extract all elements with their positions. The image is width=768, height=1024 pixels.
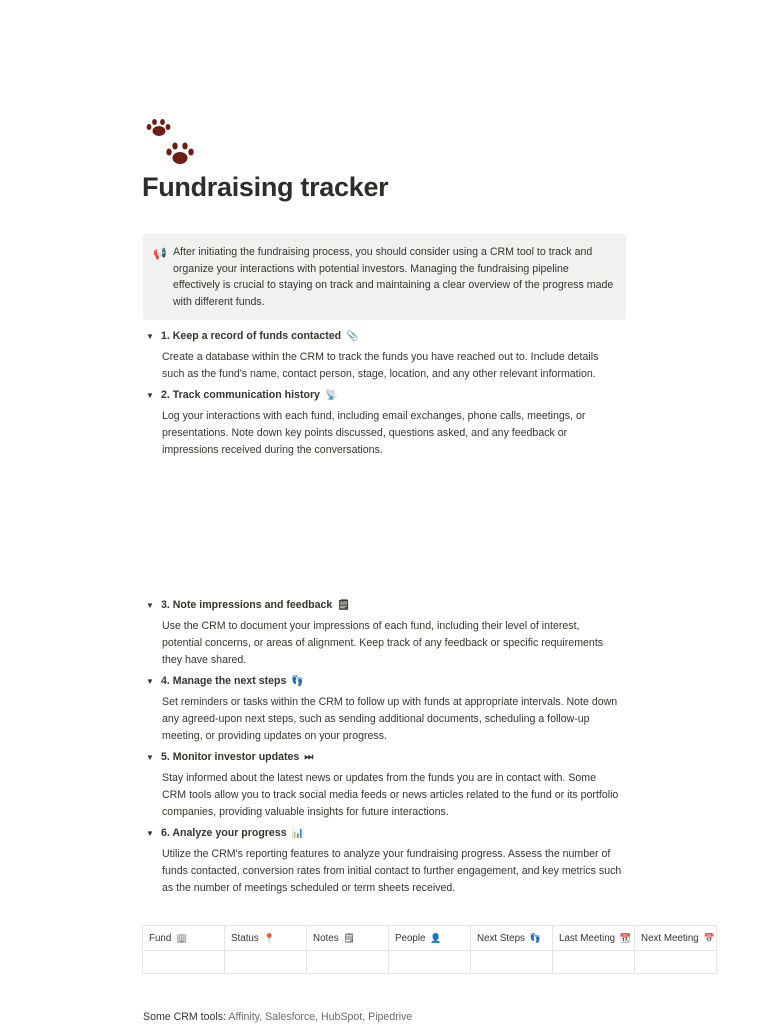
toggle-title: 6. Analyze your progress xyxy=(161,827,287,839)
toggle-body: Create a database within the CRM to track the funds you have reached out to. Include details such as the fund's name, contact person, stage, location, and any other relevant information. xyxy=(162,351,599,380)
toggle-header[interactable] xyxy=(146,597,626,613)
toggle-title: 3. Note impressions and feedback xyxy=(161,599,333,611)
bar-chart-icon: 📊 xyxy=(291,827,305,839)
footprints-icon: 👣 xyxy=(529,932,541,943)
megaphone-icon: 📢 xyxy=(153,248,167,260)
column-header-people[interactable]: People 👤 xyxy=(389,926,471,951)
toggle-triangle-icon[interactable]: ▼ xyxy=(146,752,154,762)
column-header-fund[interactable]: Fund 🏢 xyxy=(143,926,225,951)
toggle-triangle-icon[interactable]: ▼ xyxy=(146,676,154,686)
satellite-icon: 📡 xyxy=(324,389,338,401)
toggle-block xyxy=(146,328,626,383)
crm-tools-note xyxy=(143,1011,412,1023)
paw-prints-icon xyxy=(143,117,195,171)
table-cell[interactable] xyxy=(635,951,717,974)
building-icon: 🏢 xyxy=(176,932,188,943)
toggle-triangle-icon[interactable]: ▼ xyxy=(146,390,154,400)
toggle-title: 4. Manage the next steps xyxy=(161,675,287,687)
footprints-icon: 👣 xyxy=(291,675,304,687)
table-cell[interactable] xyxy=(225,951,307,974)
toggle-header[interactable] xyxy=(146,749,626,765)
toggle-triangle-icon[interactable]: ▼ xyxy=(146,600,154,610)
column-header-notes[interactable]: Notes 🗒 xyxy=(307,926,389,951)
toggle-header[interactable] xyxy=(146,825,626,841)
table-header-row xyxy=(143,926,717,951)
next-track-icon: ⏭ xyxy=(304,751,314,763)
table-cell[interactable] xyxy=(389,951,471,974)
table-cell[interactable] xyxy=(307,951,389,974)
toggle-triangle-icon[interactable]: ▼ xyxy=(146,828,154,838)
page-title: Fundraising tracker xyxy=(142,172,389,202)
callout-text: After initiating the fundraising process, you should consider using a CRM tool to track and organize your interactions with potential investors. Managing the fundraising pipeline effectively is crucial to staying on track and maintaining a clear overview of the progress made with different funds. xyxy=(173,246,614,308)
toggle-header[interactable] xyxy=(146,387,626,403)
table-cell[interactable] xyxy=(143,951,225,974)
notepad-icon: 🗒 xyxy=(337,599,351,611)
column-header-last-meeting[interactable]: Last Meeting 📆 xyxy=(553,926,635,951)
table-cell[interactable] xyxy=(553,951,635,974)
callout xyxy=(143,234,626,320)
toggle-body: Log your interactions with each fund, including email exchanges, phone calls, meetings, or presentations. Note down key points discussed, questions asked, and any feedback or impressions received during the conversations. xyxy=(162,410,586,456)
column-header-status[interactable]: Status 📍 xyxy=(225,926,307,951)
toggle-title: 5. Monitor investor updates xyxy=(161,751,300,763)
toggle-title: 1. Keep a record of funds contacted xyxy=(161,330,342,342)
toggle-block xyxy=(146,673,626,744)
notepad-icon: 🗒 xyxy=(343,932,355,943)
column-header-next-meeting[interactable]: Next Meeting 📅 xyxy=(635,926,717,951)
crm-tools-prefix: Some CRM tools: xyxy=(143,1011,227,1023)
toggle-title: 2. Track communication history xyxy=(161,389,320,401)
column-header-next-steps[interactable]: Next Steps 👣 xyxy=(471,926,553,951)
table-row xyxy=(143,951,717,974)
toggle-body: Utilize the CRM's reporting features to analyze your fundraising progress. Assess the number of funds contacted, conversion rates from initial contact to further engagement, and key metrics such as the number of meetings scheduled or term sheets received. xyxy=(162,848,622,894)
crm-tools-list: Affinity, Salesforce, HubSpot, Pipedrive xyxy=(228,1011,413,1023)
toggle-block xyxy=(146,825,626,896)
toggle-header[interactable] xyxy=(146,328,626,344)
table-cell[interactable] xyxy=(471,951,553,974)
person-icon: 👤 xyxy=(430,932,442,943)
paperclip-icon: 📎 xyxy=(346,330,359,342)
toggle-triangle-icon[interactable]: ▼ xyxy=(146,331,154,341)
toggle-block xyxy=(146,749,626,820)
toggle-body: Use the CRM to document your impressions of each fund, including their level of interest, potential concerns, or areas of alignment. Keep track of any feedback or specific requirements they have shared. xyxy=(162,620,604,666)
pin-icon: 📍 xyxy=(263,932,275,943)
toggle-block xyxy=(146,387,626,458)
toggle-block xyxy=(146,597,626,668)
toggle-header[interactable] xyxy=(146,673,626,689)
toggle-body: Set reminders or tasks within the CRM to follow up with funds at appropriate intervals. Note down any agreed-upon next steps, such as sending additional documents, scheduling a follow-up meeting, or providing updates on your progress. xyxy=(162,696,618,742)
toggle-body: Stay informed about the latest news or updates from the funds you are in contact with. Some CRM tools allow you to track social media feeds or news articles related to the fund or its portfolio companies, providing valuable insights for future interactions. xyxy=(162,772,619,818)
crm-table xyxy=(142,925,717,974)
calendar-icon: 📆 xyxy=(619,932,632,943)
calendar-icon: 📅 xyxy=(703,932,715,943)
